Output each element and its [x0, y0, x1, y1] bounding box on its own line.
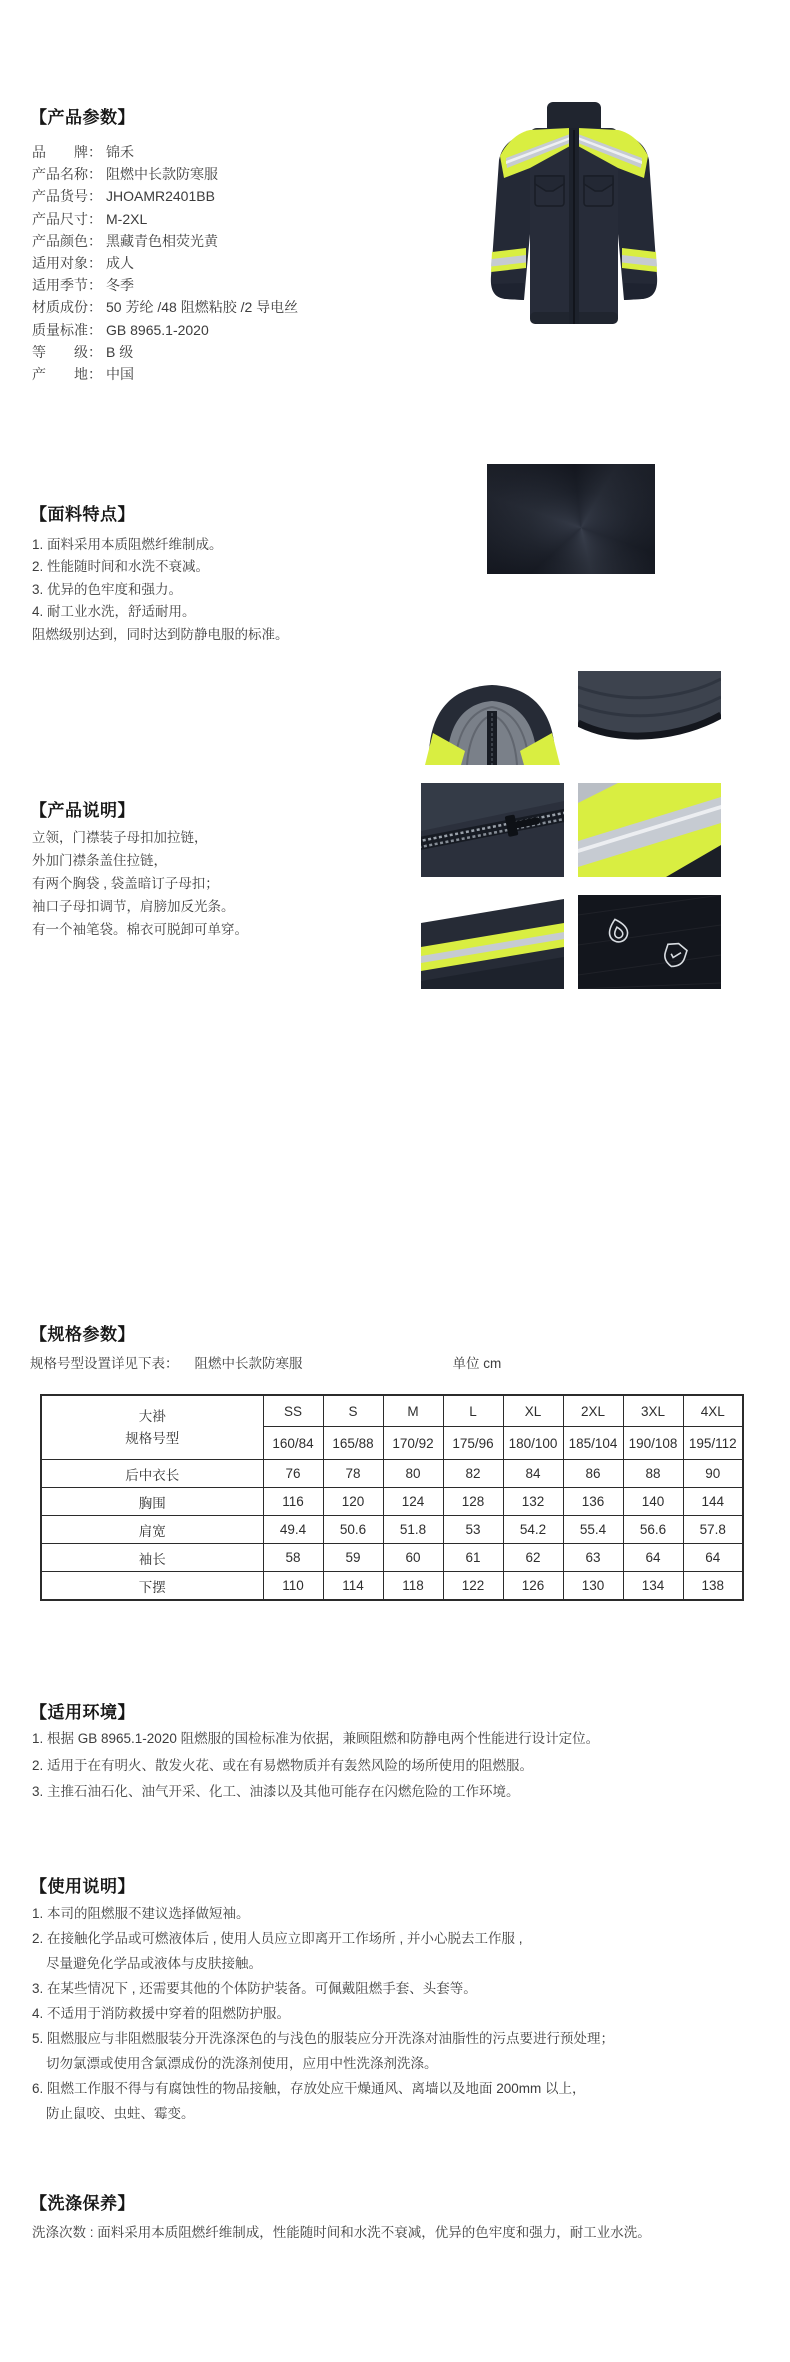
fabric-swatch-photo — [487, 464, 655, 574]
measure-value: 55.4 — [563, 1516, 623, 1544]
measure-value: 138 — [683, 1572, 743, 1601]
param-value: GB 8965.1-2020 — [106, 321, 209, 338]
corner-line1: 大褂 — [138, 1408, 166, 1424]
measure-value: 60 — [383, 1544, 443, 1572]
zipper-detail-photo — [421, 783, 564, 877]
param-label: 产品货号： — [32, 188, 102, 205]
param-value: 冬季 — [106, 277, 134, 294]
measure-value: 120 — [323, 1488, 383, 1516]
description-line: 袖口子母扣调节，肩膀加反光条。 — [32, 899, 235, 914]
measure-value: 56.6 — [623, 1516, 683, 1544]
measure-value: 59 — [323, 1544, 383, 1572]
measure-value: 88 — [623, 1460, 683, 1488]
measure-label: 肩宽 — [41, 1516, 263, 1544]
param-value: JHOAMR2401BB — [106, 188, 215, 205]
measure-value: 64 — [683, 1544, 743, 1572]
param-value: B 级 — [106, 343, 134, 360]
param-label: 材质成份： — [32, 299, 102, 316]
usage-list — [32, 1901, 614, 2126]
shoulder-reflective-detail-photo — [578, 783, 721, 877]
size-spec-table — [40, 1394, 744, 1601]
section-heading-washing: 【洗涤保养】 — [30, 2194, 135, 2213]
measure-value: 64 — [623, 1544, 683, 1572]
measure-value: 122 — [443, 1572, 503, 1601]
usage-item: 4. 不适用于消防救援中穿着的阻燃防护服。 — [32, 2006, 291, 2021]
collar-open-detail-photo — [421, 671, 564, 765]
section-heading-specifications: 【规格参数】 — [30, 1325, 135, 1344]
section-heading-fabric-features: 【面料特点】 — [30, 505, 135, 524]
washing-care-text: 洗涤次数 : 面料采用本质阻燃纤维制成，性能随时间和水洗不衰减，优异的色牢度和强力，耐工业水洗。 — [32, 2225, 651, 2240]
usage-item: 1. 本司的阻燃服不建议选择做短袖。 — [32, 1906, 250, 1921]
param-row-origin — [32, 363, 298, 385]
param-label: 产 地： — [32, 366, 102, 383]
measure-value: 62 — [503, 1544, 563, 1572]
fabric-feature-item: 3. 优异的色牢度和强力。 — [32, 581, 183, 597]
size-spec-cell: 160/84 — [263, 1427, 323, 1460]
param-value: 阻燃中长款防寒服 — [106, 166, 218, 183]
spec-intro-unit: 单位 cm — [452, 1356, 502, 1371]
param-value: 成人 — [106, 255, 134, 272]
measure-value: 76 — [263, 1460, 323, 1488]
section-heading-product-params: 【产品参数】 — [30, 108, 135, 127]
measure-value: 61 — [443, 1544, 503, 1572]
size-label-cell: M — [383, 1395, 443, 1427]
measure-label: 胸围 — [41, 1488, 263, 1516]
param-row-brand — [32, 141, 298, 163]
fabric-features-list — [32, 534, 289, 646]
description-line: 立领，门襟装子母扣加拉链， — [32, 830, 208, 845]
usage-item: 5. 阻燃服应与非阻燃服装分开洗涤深色的与浅色的服装应分开洗涤对油脂性的污点要进行预处理； — [32, 2031, 615, 2046]
section-heading-environment: 【适用环境】 — [30, 1703, 135, 1722]
size-spec-cell: 195/112 — [683, 1427, 743, 1460]
quilted-edge-detail-photo — [578, 671, 721, 765]
measure-row-back-length — [41, 1460, 743, 1488]
usage-item: 2. 在接触化学品或可燃液体后 , 使用人员应立即离开工作场所 , 并小心脱去工作服 , — [32, 1931, 523, 1946]
param-label: 适用季节： — [32, 277, 102, 294]
param-value: 中国 — [106, 366, 134, 383]
measure-value: 58 — [263, 1544, 323, 1572]
param-row-name — [32, 163, 298, 185]
spec-intro-label: 规格号型设置详见下表： — [30, 1356, 179, 1371]
measure-label: 袖长 — [41, 1544, 263, 1572]
measure-value: 63 — [563, 1544, 623, 1572]
spec-intro-line — [30, 1352, 501, 1372]
environment-item: 2. 适用于在有明火、散发火花、或在有易燃物质并有轰然风险的场所使用的阻燃服。 — [32, 1757, 534, 1773]
size-spec-cell: 175/96 — [443, 1427, 503, 1460]
fabric-feature-item: 2. 性能随时间和水洗不衰减。 — [32, 559, 210, 575]
cuff-reflective-detail-photo — [421, 895, 564, 989]
measure-row-hem — [41, 1572, 743, 1601]
measure-value: 114 — [323, 1572, 383, 1601]
product-params-list — [32, 141, 298, 385]
description-line: 有一个袖笔袋。棉衣可脱卸可单穿。 — [32, 922, 248, 937]
jacket-front-photo — [478, 84, 670, 370]
section-heading-usage: 【使用说明】 — [30, 1877, 135, 1896]
measure-value: 51.8 — [383, 1516, 443, 1544]
fabric-feature-item: 1. 面料采用本质阻燃纤维制成。 — [32, 537, 223, 552]
param-value: 黑藏青色相荧光黄 — [106, 232, 218, 249]
param-label: 适用对象： — [32, 255, 102, 272]
measure-value: 78 — [323, 1460, 383, 1488]
measure-label: 下摆 — [41, 1572, 263, 1601]
usage-item-continuation: 切勿氯漂或使用含氯漂成份的洗涤剂使用，应用中性洗涤剂洗涤。 — [46, 2056, 438, 2071]
measure-value: 136 — [563, 1488, 623, 1516]
measure-value: 144 — [683, 1488, 743, 1516]
size-spec-cell: 190/108 — [623, 1427, 683, 1460]
description-line: 有两个胸袋 , 袋盖暗订子母扣； — [32, 876, 219, 891]
param-row-season — [32, 274, 298, 296]
measure-value: 116 — [263, 1488, 323, 1516]
environment-item: 1. 根据 GB 8965.1-2020 阻燃服的国检标准为依据，兼顾阻燃和防静电两个性能进行设计定位。 — [32, 1731, 600, 1746]
measure-row-chest — [41, 1488, 743, 1516]
usage-item: 3. 在某些情况下 , 还需要其他的个体防护装备。可佩戴阻燃手套、头套等。 — [32, 1981, 477, 1996]
measure-value: 110 — [263, 1572, 323, 1601]
measure-value: 57.8 — [683, 1516, 743, 1544]
measure-value: 82 — [443, 1460, 503, 1488]
measure-value: 53 — [443, 1516, 503, 1544]
measure-value: 84 — [503, 1460, 563, 1488]
size-label-cell: S — [323, 1395, 383, 1427]
size-spec-cell: 185/104 — [563, 1427, 623, 1460]
measure-label: 后中衣长 — [41, 1460, 263, 1488]
measure-value: 54.2 — [503, 1516, 563, 1544]
param-value: 锦禾 — [106, 144, 134, 160]
section-heading-product-description: 【产品说明】 — [30, 801, 135, 820]
measure-value: 50.6 — [323, 1516, 383, 1544]
usage-item-continuation: 防止鼠咬、虫蛀、霉变。 — [46, 2106, 195, 2121]
measure-value: 86 — [563, 1460, 623, 1488]
param-label: 产品尺寸： — [32, 210, 102, 227]
fabric-feature-item: 4. 耐工业水洗，舒适耐用。 — [32, 604, 196, 620]
corner-line2: 规格号型 — [125, 1430, 180, 1446]
measure-value: 118 — [383, 1572, 443, 1601]
measure-value: 132 — [503, 1488, 563, 1516]
size-spec-cell: 170/92 — [383, 1427, 443, 1460]
param-row-color — [32, 230, 298, 252]
size-label-row — [41, 1395, 743, 1427]
measure-value: 90 — [683, 1460, 743, 1488]
description-line: 外加门襟条盖住拉链， — [32, 853, 167, 868]
measure-value: 134 — [623, 1572, 683, 1601]
param-row-standard — [32, 319, 298, 341]
size-label-cell: L — [443, 1395, 503, 1427]
measure-value: 130 — [563, 1572, 623, 1601]
param-row-material — [32, 296, 298, 318]
measure-value: 126 — [503, 1572, 563, 1601]
param-row-target — [32, 252, 298, 274]
param-label: 品 牌： — [32, 144, 102, 160]
environment-list — [32, 1726, 599, 1806]
environment-item: 3. 主推石油石化、油气开采、化工、油漆以及其他可能存在闪燃危险的工作环境。 — [32, 1784, 520, 1800]
size-label-cell: 2XL — [563, 1395, 623, 1427]
param-label: 质量标准： — [32, 321, 102, 338]
size-spec-cell: 180/100 — [503, 1427, 563, 1460]
usage-item: 6. 阻燃工作服不得与有腐蚀性的物品接触，存放处应干燥通风、离墙以及地面 200mm 以上， — [32, 2081, 586, 2096]
measure-value: 128 — [443, 1488, 503, 1516]
param-label: 产品名称： — [32, 166, 102, 183]
param-row-grade — [32, 341, 298, 363]
param-label: 产品颜色： — [32, 232, 102, 249]
size-label-cell: XL — [503, 1395, 563, 1427]
size-label-cell: 4XL — [683, 1395, 743, 1427]
table-corner-cell — [41, 1395, 263, 1460]
param-row-model — [32, 185, 298, 207]
param-row-size — [32, 208, 298, 230]
param-value: M-2XL — [106, 210, 148, 227]
measure-row-shoulder — [41, 1516, 743, 1544]
measure-value: 140 — [623, 1488, 683, 1516]
usage-item-continuation: 尽量避免化学品或液体与皮肤接触。 — [46, 1956, 262, 1971]
spec-intro-product: 阻燃中长款防寒服 — [194, 1356, 303, 1371]
measure-value: 124 — [383, 1488, 443, 1516]
logo-patches-detail-photo — [578, 895, 721, 989]
param-value: 50 芳纶 /48 阻燃粘胶 /2 导电丝 — [106, 299, 299, 316]
measure-value: 49.4 — [263, 1516, 323, 1544]
fabric-feature-note: 阻燃级别达到，同时达到防静电服的标准。 — [32, 626, 289, 642]
product-description-list — [32, 826, 248, 941]
size-label-cell: 3XL — [623, 1395, 683, 1427]
measure-row-sleeve — [41, 1544, 743, 1572]
measure-value: 80 — [383, 1460, 443, 1488]
size-label-cell: SS — [263, 1395, 323, 1427]
size-spec-cell: 165/88 — [323, 1427, 383, 1460]
param-label: 等 级： — [32, 343, 102, 360]
